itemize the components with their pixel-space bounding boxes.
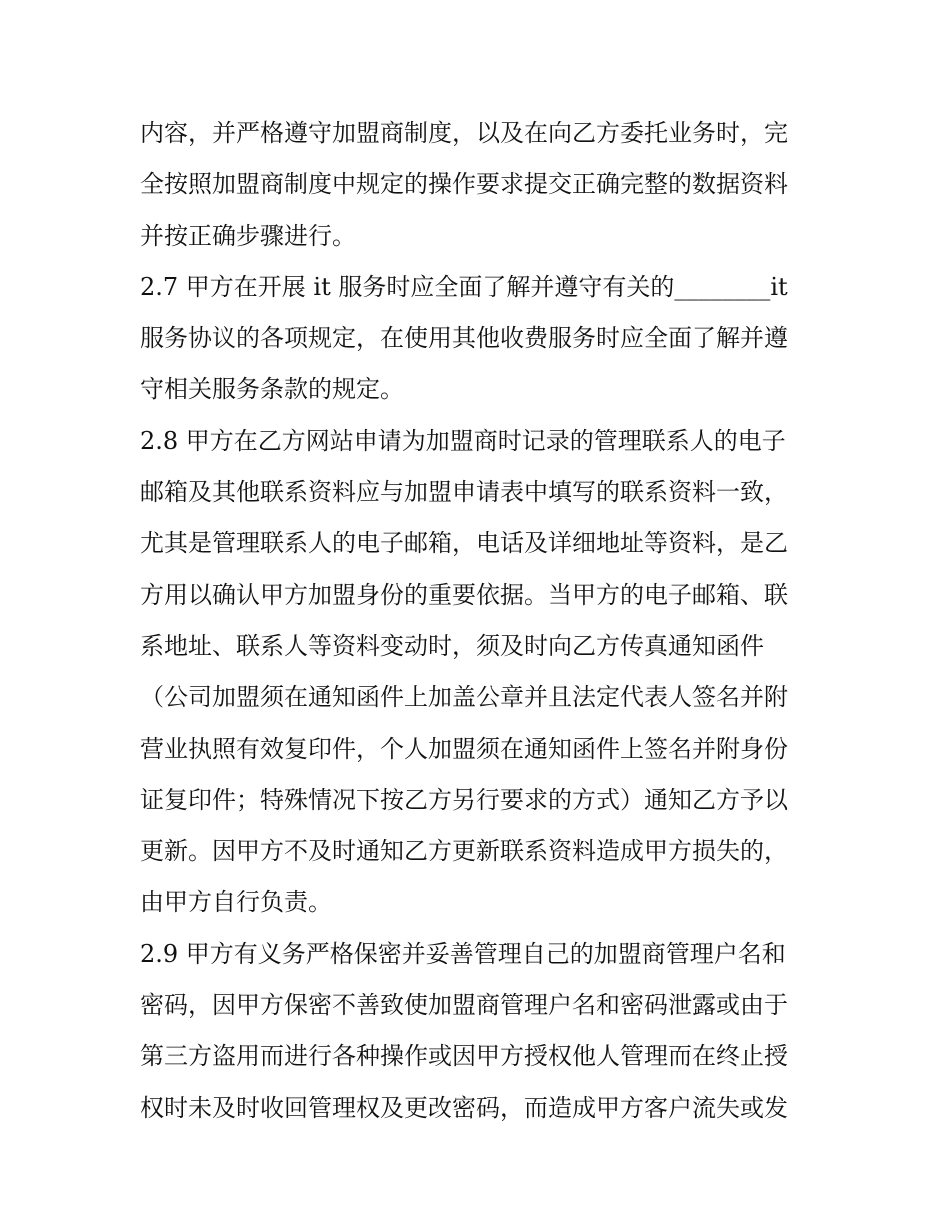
text-line: 尤其是管理联系人的电子邮箱，电话及详细地址等资料，是乙 bbox=[140, 529, 788, 558]
text-line: （公司加盟须在通知函件上加盖公章并且法定代表人签名并附 bbox=[140, 683, 788, 712]
text-line: 方用以确认甲方加盟身份的重要依据。当甲方的电子邮箱、联 bbox=[140, 580, 788, 609]
text-line: 邮箱及其他联系资料应与加盟申请表中填写的联系资料一致， bbox=[140, 478, 788, 507]
text-line: 并按正确步骤进行。 bbox=[140, 221, 356, 250]
text-line: 权时未及时收回管理权及更改密码，而造成甲方客户流失或发 bbox=[140, 1093, 788, 1122]
text-line: 第三方盗用而进行各种操作或因甲方授权他人管理而在终止授 bbox=[140, 1042, 788, 1071]
text-line: 营业执照有效复印件，个人加盟须在通知函件上签名并附身份 bbox=[140, 734, 788, 763]
text-line: 服务协议的各项规定，在使用其他收费服务时应全面了解并遵 bbox=[140, 324, 788, 353]
text-line: 密码，因甲方保密不善致使加盟商管理户名和密码泄露或由于 bbox=[140, 991, 788, 1020]
text-line: 证复印件；特殊情况下按乙方另行要求的方式）通知乙方予以 bbox=[140, 785, 788, 814]
clause-2-7-first-line: 2.7 甲方在开展 it 服务时应全面了解并遵守有关的________it bbox=[140, 272, 788, 301]
contract-body-text bbox=[140, 108, 820, 1134]
text-line: 内容，并严格遵守加盟商制度，以及在向乙方委托业务时，完 bbox=[140, 119, 788, 147]
text-line: 由甲方自行负责。 bbox=[140, 888, 332, 917]
text-line: 守相关服务条款的规定。 bbox=[140, 375, 404, 404]
text-line: 系地址、联系人等资料变动时，须及时向乙方传真通知函件 bbox=[140, 631, 764, 660]
text-line: 更新。因甲方不及时通知乙方更新联系资料造成甲方损失的， bbox=[140, 837, 788, 866]
clause-2-8-first-line: 2.8 甲方在乙方网站申请为加盟商时记录的管理联系人的电子 bbox=[140, 426, 786, 455]
text-line: 全按照加盟商制度中规定的操作要求提交正确完整的数据资料 bbox=[140, 170, 788, 199]
clause-2-9-first-line: 2.9 甲方有义务严格保密并妥善管理自己的加盟商管理户名和 bbox=[140, 939, 786, 968]
